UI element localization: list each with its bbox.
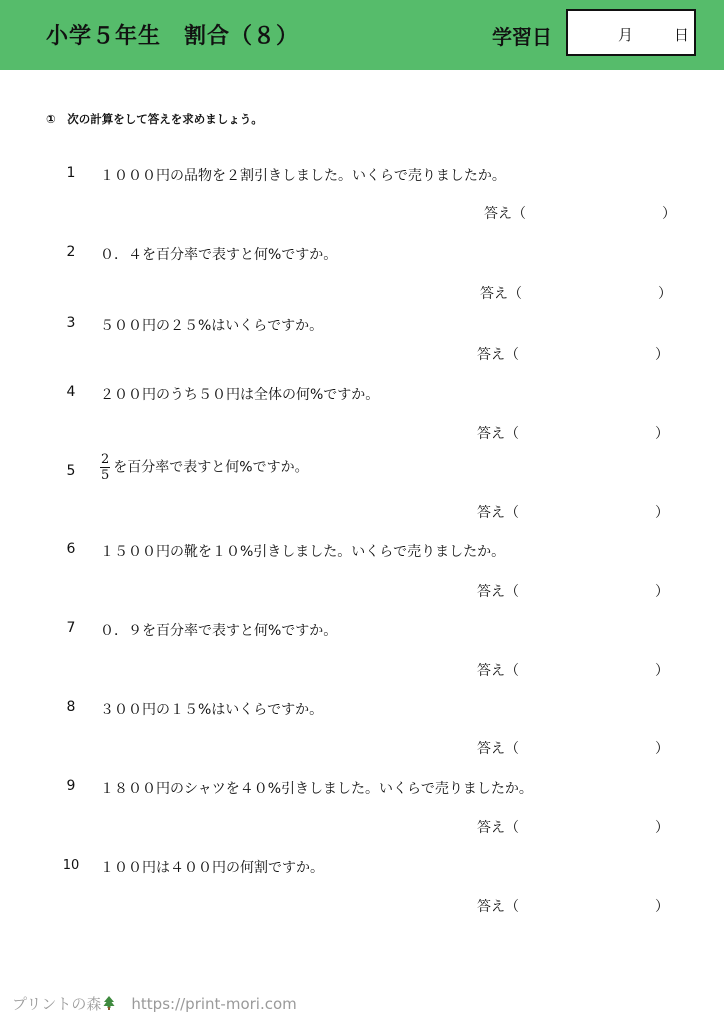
fraction-numerator: 2 (101, 452, 110, 467)
question-number: 9 (66, 778, 76, 794)
question-number: 4 (66, 384, 76, 400)
answer-close-paren: ） (655, 899, 669, 915)
question-number: 10 (62, 858, 80, 873)
question-text: を百分率で表すと何%ですか。 (113, 459, 309, 476)
answer-label: 答え（ (477, 899, 519, 915)
answer-close-paren: ） (655, 426, 669, 442)
footer (12, 993, 297, 1014)
question-number: 5 (66, 463, 76, 479)
question-text: ３００円の１５%はいくらですか。 (100, 702, 324, 718)
answer-label: 答え（ (477, 663, 519, 679)
question-text: ０．４を百分率で表すと何%ですか。 (100, 247, 338, 263)
fraction-two-fifths (100, 452, 110, 483)
month-label: 月 (618, 26, 634, 44)
question-number: 6 (66, 541, 76, 557)
question-text: １８００円のシャツを４０%引きしました。いくらで売りましたか。 (100, 781, 533, 797)
question-number: 3 (66, 315, 76, 331)
question-number: 8 (66, 699, 76, 715)
answer-label: 答え（ (477, 741, 519, 757)
site-url[interactable]: https://print-mori.com (131, 995, 297, 1013)
answer-label: 答え（ (477, 347, 519, 363)
day-label: 日 (674, 26, 690, 44)
answer-label: 答え（ (477, 505, 519, 521)
question-text: ２００円のうち５０円は全体の何%ですか。 (100, 387, 380, 403)
header-bar (0, 0, 724, 70)
answer-label: 答え（ (480, 286, 522, 302)
answer-close-paren: ） (655, 741, 669, 757)
question-text-wrap (100, 452, 309, 483)
answer-label: 答え（ (484, 206, 526, 222)
question-number: 1 (66, 165, 76, 181)
question-text: ５００円の２５%はいくらですか。 (100, 318, 324, 334)
answer-close-paren: ） (655, 584, 669, 600)
study-date-label: 学習日 (492, 25, 552, 49)
site-name: プリントの森 (12, 995, 102, 1013)
answer-close-paren: ） (662, 206, 676, 222)
question-number: 2 (66, 244, 76, 260)
tree-icon (101, 995, 117, 1011)
answer-close-paren: ） (655, 505, 669, 521)
question-number: 7 (66, 620, 76, 636)
answer-label: 答え（ (477, 426, 519, 442)
question-text: １５００円の靴を１０%引きしました。いくらで売りましたか。 (100, 544, 506, 560)
answer-close-paren: ） (658, 286, 672, 302)
question-text: １０００円の品物を２割引きしました。いくらで売りましたか。 (100, 168, 506, 184)
answer-label: 答え（ (477, 820, 519, 836)
study-date-box[interactable] (566, 9, 696, 56)
answer-label: 答え（ (477, 584, 519, 600)
answer-close-paren: ） (655, 820, 669, 836)
fraction-denominator: 5 (101, 468, 110, 483)
instruction: ① 次の計算をして答えを求めましょう。 (46, 112, 263, 126)
answer-close-paren: ） (655, 663, 669, 679)
answer-close-paren: ） (655, 347, 669, 363)
question-text: ０．９を百分率で表すと何%ですか。 (100, 623, 338, 639)
question-text: １００円は４００円の何割ですか。 (100, 860, 324, 876)
page-title: 小学５年生 割合（８） (46, 24, 300, 49)
